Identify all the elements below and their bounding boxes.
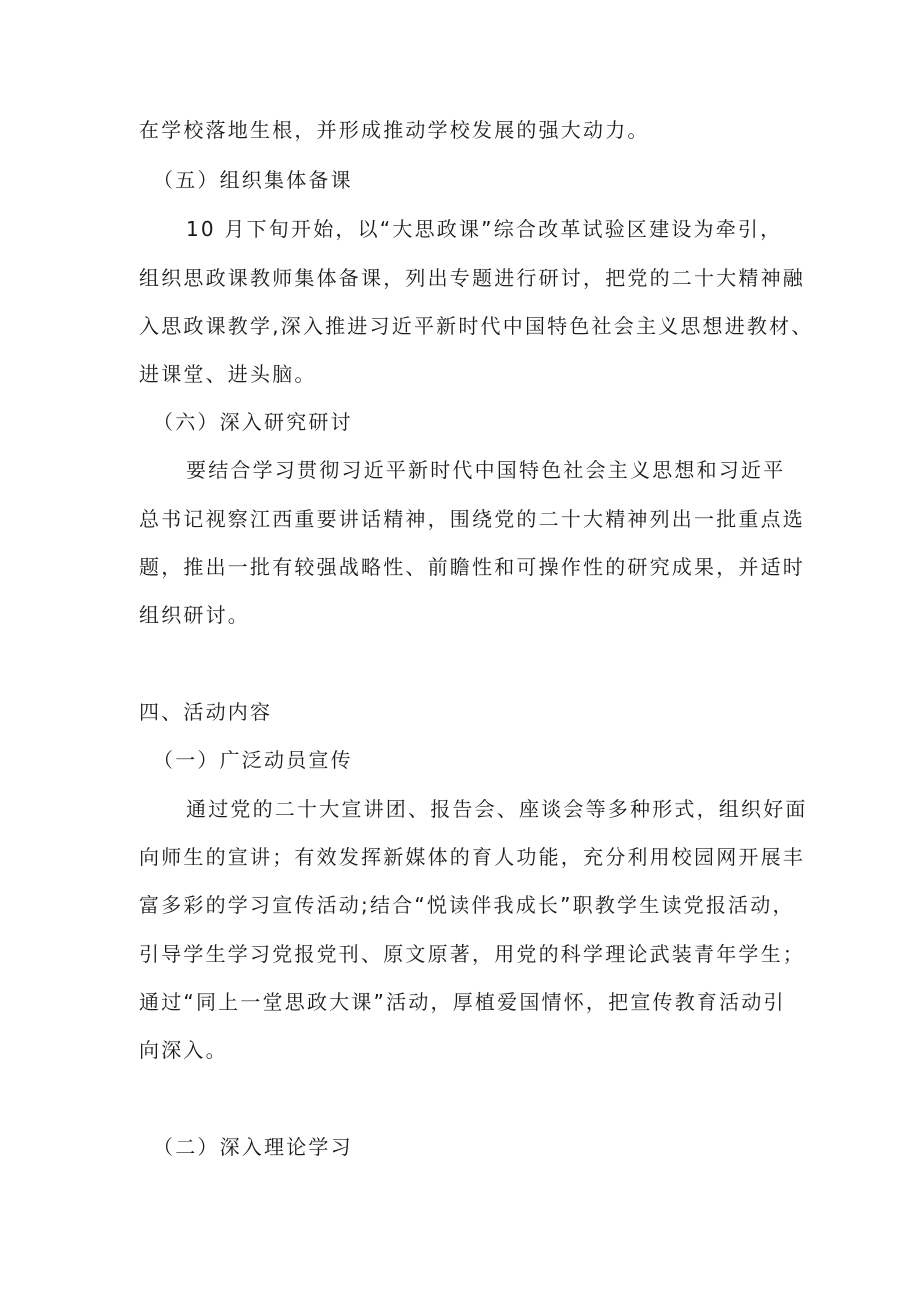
paragraph-line: 入思政课教学,深入推进习近平新时代中国特色社会主义思想进教材、 (139, 314, 814, 338)
paragraph-line: 题，推出一批有较强战略性、前瞻性和可操作性的研究成果，并适时 (139, 555, 805, 579)
paragraph-line: 在学校落地生根，并形成推动学校发展的强大动力。 (139, 118, 650, 142)
paragraph-line: 要结合学习贯彻习近平新时代中国特色社会主义思想和习近平 (186, 458, 786, 482)
subsection-heading: （五）组织集体备课 (153, 168, 353, 192)
paragraph-line: 向深入。 (139, 1038, 228, 1062)
paragraph-line: 总书记视察江西重要讲话精神，围绕党的二十大精神列出一批重点选 (139, 507, 805, 531)
paragraph-line: 组织思政课教师集体备课，列出专题进行研讨，把党的二十大精神融 (139, 266, 805, 290)
subsection-heading: （二）深入理论学习 (153, 1135, 353, 1159)
paragraph-line: 向师生的宣讲；有效发挥新媒体的育人功能，充分利用校园网开展丰 (139, 845, 805, 869)
paragraph-line: 通过“同上一堂思政大课”活动，厚植爱国情怀，把宣传教育活动引 (139, 990, 786, 1014)
paragraph-line: 引导学生学习党报党刊、原文原著，用党的科学理论武装青年学生； (139, 942, 805, 966)
paragraph-line: 富多彩的学习宣传活动;结合“悦读伴我成长”职教学生读党报活动， (139, 893, 795, 917)
subsection-heading: （一）广泛动员宣传 (153, 748, 353, 772)
subsection-heading: （六）深入研究研讨 (153, 410, 353, 434)
paragraph-line: 通过党的二十大宣讲团、报告会、座谈会等多种形式，组织好面 (186, 797, 808, 821)
paragraph-line: 10 月下旬开始，以“大思政课”综合改革试验区建设为牵引， (186, 217, 783, 241)
paragraph-line: 进课堂、进头脑。 (139, 362, 317, 386)
section-heading: 四、活动内容 (139, 700, 273, 724)
paragraph-line: 组织研讨。 (139, 603, 250, 627)
